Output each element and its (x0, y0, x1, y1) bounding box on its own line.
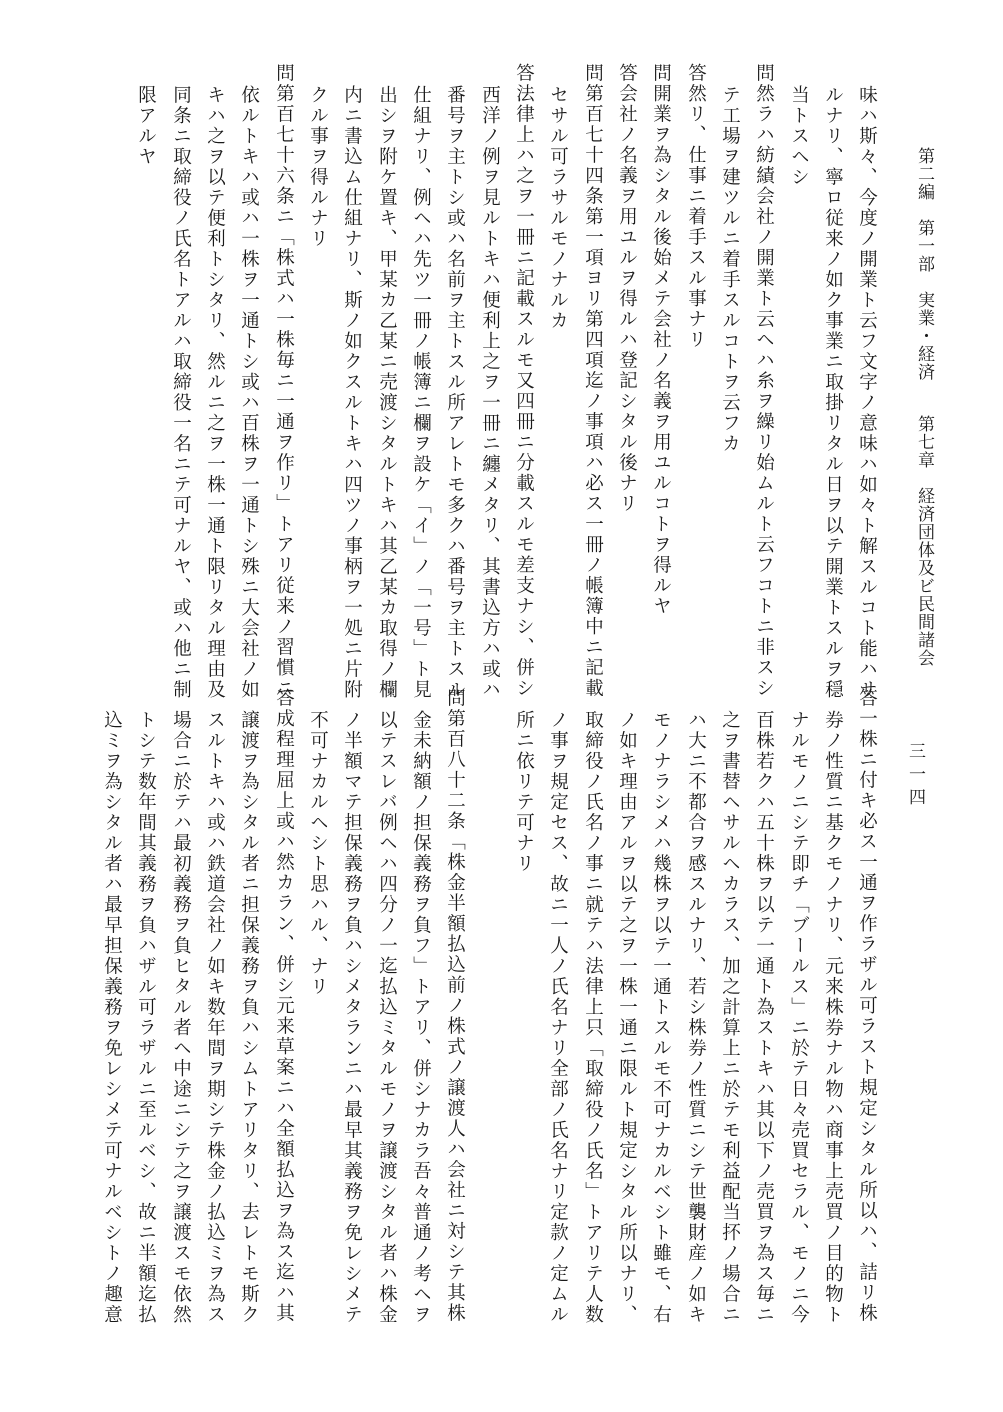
text-line: ノ事ヲ規定セス、故ニ一人ノ氏名ナリ全部ノ氏名ナリ定款ノ定ムル (547, 710, 569, 1325)
text-line: 券ノ性質ニ基クモノナリ、元来株券ナル物ハ商事上売買ノ目的物ト (822, 710, 844, 1325)
text-line: 出シヲ附ケ置キ、甲某カ乙某ニ売渡シタルトキハ其乙某カ取得ノ欄 (376, 85, 398, 700)
text-line: 答一株ニ付キ必ス一通ヲ作ラザル可ラスト規定シタル所以ハ、詰リ株 (856, 688, 878, 1324)
running-head-chapter: 第七章 経済団体及ビ民間諸会 (914, 415, 934, 667)
text-line: 味ハ斯々、今度ノ開業ト云フ文字ノ意味ハ如々ト解スルコト能ハサ (856, 85, 878, 700)
text-line: ハ大ニ不都合ヲ感スルナリ、若シ株券ノ性質ニシテ世襲財産ノ如キ (685, 710, 707, 1325)
text-line: 所ニ依リテ可ナリ (513, 710, 535, 874)
text-line: 依ルトキハ或ハ一株ヲ一通トシ或ハ百株ヲ一通トシ殊ニ大会社ノ如 (238, 85, 260, 700)
text-line: 込ミヲ為シタル者ハ最早担保義務ヲ免レシメテ可ナルベシトノ趣意 (101, 710, 123, 1325)
text-line: 答成程理屈上或ハ然カラン、併シ元来草案ニハ全額払込ヲ為ス迄ハ其 (273, 688, 295, 1324)
page-number: 三一四 (905, 742, 925, 811)
running-head-part: 第二編 第一部 実業・経済 (914, 147, 934, 381)
text-line: テ工場ヲ建ツルニ着手スルコトヲ云フカ (719, 85, 741, 454)
text-line: 限アルヤ (135, 85, 157, 167)
text-line: 問第百七十六条ニ「株式ハ一株毎ニ一通ヲ作リ」トアリ従来ノ習慣ニ (273, 63, 295, 699)
text-line: 問第百八十二条「株金半額払込前ノ株式ノ譲渡人ハ会社ニ対シテ其株 (444, 688, 466, 1324)
text-line: 場合ニ於テハ最初義務ヲ負ヒタル者ヘ中途ニシテ之ヲ譲渡スモ依然 (170, 710, 192, 1325)
text-line: 答然リ、仕事ニ着手スル事ナリ (685, 63, 707, 350)
text-line: 内ニ書込ム仕組ナリ、斯ノ如クスルトキハ四ツノ事柄ヲ一処ニ片附 (341, 85, 363, 700)
text-line: 西洋ノ例ヲ見ルトキハ便利上之ヲ一冊ニ纏メタリ、其書込方ハ或ハ (479, 85, 501, 700)
text-line: 同条ニ取締役ノ氏名トアルハ取締役一名ニテ可ナルヤ、或ハ他ニ制 (170, 85, 192, 700)
text-line: 問然ラハ紡績会社ノ開業ト云ヘハ糸ヲ繰リ始ムルト云フコトニ非スシ (753, 63, 775, 699)
text-line: 仕組ナリ、例ヘハ先ツ一冊ノ帳簿ニ欄ヲ設ケ「イ」ノ「一号」ト見 (410, 85, 432, 700)
text-line: 譲渡ヲ為シタル者ニ担保義務ヲ負ハシムトアリタリ、去レトモ斯ク (238, 710, 260, 1325)
text-line: 番号ヲ主トシ或ハ名前ヲ主トスル所アレトモ多クハ番号ヲ主トスル (444, 85, 466, 700)
text-line: 問開業ヲ為シタル後始メテ会社ノ名義ヲ用ユルコトヲ得ルヤ (650, 63, 672, 617)
text-line: トシテ数年間其義務ヲ負ハザル可ラザルニ至ルベシ、故ニ半額迄払 (135, 710, 157, 1325)
text-line: 百株若クハ五十株ヲ以テ一通ト為ストキハ其以下ノ売買ヲ為ス毎ニ (753, 710, 775, 1325)
text-line: セサル可ラサルモノナルカ (547, 85, 569, 331)
text-line: モノナラシメハ幾株ヲ以テ一通トスルモ不可ナカルベシト雖モ、右 (650, 710, 672, 1325)
text-line: 答会社ノ名義ヲ用ユルヲ得ルハ登記シタル後ナリ (616, 63, 638, 514)
text-line: 不可ナカルヘシト思ハル、ナリ (307, 710, 329, 997)
text-line: 問第百七十四条第一項ヨリ第四項迄ノ事項ハ必ス一冊ノ帳簿中ニ記載 (582, 63, 604, 699)
running-head (897, 147, 937, 667)
text-line: 取締役ノ氏名ノ事ニ就テハ法律上只「取締役ノ氏名」トアリテ人数 (582, 710, 604, 1325)
text-line: ナルモノニシテ即チ「ブールス」ニ於テ日々売買セラル、モノニ今 (788, 710, 810, 1325)
text-line: ノ如キ理由アルヲ以テ之ヲ一株一通ニ限ルト規定シタル所以ナリ、 (616, 710, 638, 1325)
text-line: 以テスレバ例ヘハ四分ノ一迄払込ミタルモノヲ譲渡シタル者ハ株金 (376, 710, 398, 1325)
text-line: 之ヲ書替ヘサルヘカラス、加之計算上ニ於テモ利益配当抔ノ場合ニ (719, 710, 741, 1325)
text-line: 当トスヘシ (788, 85, 810, 188)
text-line: ルナリ、寧ロ従来ノ如ク事業ニ取掛リタル日ヲ以テ開業トスルヲ穏 (822, 85, 844, 700)
text-line: 金未納額ノ担保義務ヲ負フ」トアリ、併シナカラ吾々普通ノ考ヘヲ (410, 710, 432, 1325)
text-line: ノ半額マテ担保義務ヲ負ハシメタランニハ最早其義務ヲ免レシメテ (341, 710, 363, 1325)
text-line: 答法律上ハ之ヲ一冊ニ記載スルモ又四冊ニ分載スルモ差支ナシ、併シ (513, 63, 535, 699)
text-line: スルトキハ或ハ鉄道会社ノ如キ数年間ヲ期シテ株金ノ払込ミヲ為ス (204, 710, 226, 1325)
text-line: キハ之ヲ以テ便利トシタリ、然ルニ之ヲ一株一通ト限リタル理由及 (204, 85, 226, 700)
text-line: クル事ヲ得ルナリ (307, 85, 329, 249)
